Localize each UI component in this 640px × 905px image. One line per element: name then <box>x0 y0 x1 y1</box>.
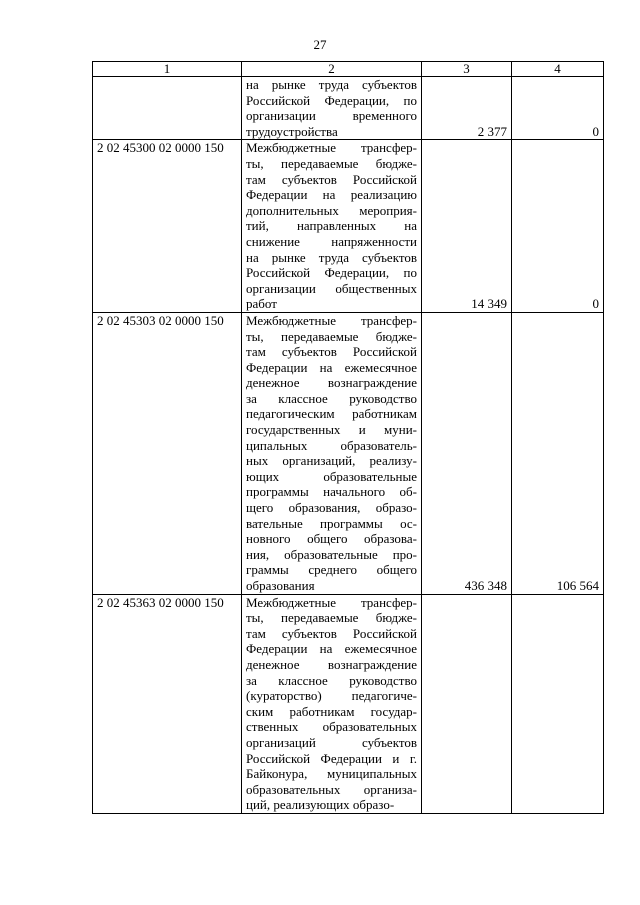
amount-col-4-cell: 0 <box>512 77 604 140</box>
amount-col-4-cell: 0 <box>512 140 604 313</box>
description-line: Межбюджетные трансфер- <box>246 594 417 610</box>
description-line: снижение напряженности <box>246 233 417 249</box>
description-line: образования <box>246 578 315 593</box>
amount-col-4-cell <box>512 594 604 813</box>
description-line: образовательных организа- <box>246 781 417 797</box>
description-line: государственных и муни- <box>246 422 417 438</box>
page-number: 27 <box>313 37 327 52</box>
description-line: организации общественных <box>246 280 417 296</box>
description-line: ций, реализующих образо- <box>246 797 395 813</box>
description-cell <box>242 312 422 594</box>
description-line: вательные программы ос- <box>246 515 417 531</box>
description-line: там субъектов Российской <box>246 625 417 641</box>
description-line: трудоустройства <box>246 123 338 139</box>
amount-col-4-cell: 106 564 <box>512 312 604 594</box>
description-line: ных организаций, реализу- <box>246 453 417 469</box>
table-body <box>93 62 604 814</box>
description-line: Федерации на ежемесячное <box>246 359 417 375</box>
description-line: ты, передаваемые бюдже- <box>246 610 417 626</box>
header-col-4: 4 <box>512 62 604 77</box>
description-line: ты, передаваемые бюдже- <box>246 155 417 171</box>
description-line: ющих образовательные <box>246 468 417 484</box>
description-line: Российской Федерации и г. <box>246 750 417 766</box>
table-row <box>93 140 604 313</box>
description-line: работ <box>246 296 277 312</box>
budget-code-cell: 2 02 45363 02 0000 150 <box>93 594 242 813</box>
description-line: организации временного <box>246 108 417 124</box>
budget-code-cell <box>93 77 242 140</box>
description-line: там субъектов Российской <box>246 344 417 360</box>
description-line: ственных образовательных <box>246 719 417 735</box>
description-cell <box>242 140 422 313</box>
table-row <box>93 77 604 140</box>
description-line: педагогическим работникам <box>246 406 417 422</box>
header-col-2: 2 <box>242 62 422 77</box>
description-line: денежное вознаграждение <box>246 656 417 672</box>
description-line: новного общего образова- <box>246 531 417 547</box>
description-line: Байконура, муниципальных <box>246 766 417 782</box>
description-line: организаций субъектов <box>246 734 417 750</box>
description-line: (кураторство) педагогиче- <box>246 688 417 704</box>
description-line: на рынке труда субъектов <box>246 249 417 265</box>
description-cell <box>242 77 422 140</box>
description-line: дополнительных мероприя- <box>246 202 417 218</box>
amount-col-3-cell <box>422 594 512 813</box>
budget-table <box>92 61 604 814</box>
description-line: тий, направленных на <box>246 218 417 234</box>
table-row <box>93 594 604 813</box>
header-row <box>93 62 604 77</box>
description-line: на рынке труда субъектов <box>246 77 417 92</box>
description-line: программы начального об- <box>246 484 417 500</box>
amount-col-3-cell: 2 377 <box>422 77 512 140</box>
description-line: Российской Федерации, по <box>246 265 417 281</box>
description-line: за классное руководство <box>246 390 417 406</box>
header-col-1: 1 <box>93 62 242 77</box>
table-row <box>93 312 604 594</box>
description-line: ским работникам государ- <box>246 703 417 719</box>
description-line: ты, передаваемые бюдже- <box>246 328 417 344</box>
header-col-3: 3 <box>422 62 512 77</box>
description-cell <box>242 594 422 813</box>
budget-code-cell: 2 02 45303 02 0000 150 <box>93 312 242 594</box>
description-line: Межбюджетные трансфер- <box>246 312 417 328</box>
description-line: Федерации на реализацию <box>246 187 417 203</box>
amount-col-3-cell: 14 349 <box>422 140 512 313</box>
description-line: за классное руководство <box>246 672 417 688</box>
description-line: Российской Федерации, по <box>246 92 417 108</box>
description-line: ния, образовательные про- <box>246 546 417 562</box>
description-line: денежное вознаграждение <box>246 375 417 391</box>
description-line: щего образования, образо- <box>246 500 417 516</box>
description-line: Федерации на ежемесячное <box>246 641 417 657</box>
description-line: там субъектов Российской <box>246 171 417 187</box>
amount-col-3-cell: 436 348 <box>422 312 512 594</box>
budget-code-cell: 2 02 45300 02 0000 150 <box>93 140 242 313</box>
description-line: граммы среднего общего <box>246 562 417 578</box>
description-line: Межбюджетные трансфер- <box>246 140 417 156</box>
description-line: ципальных образователь- <box>246 437 417 453</box>
